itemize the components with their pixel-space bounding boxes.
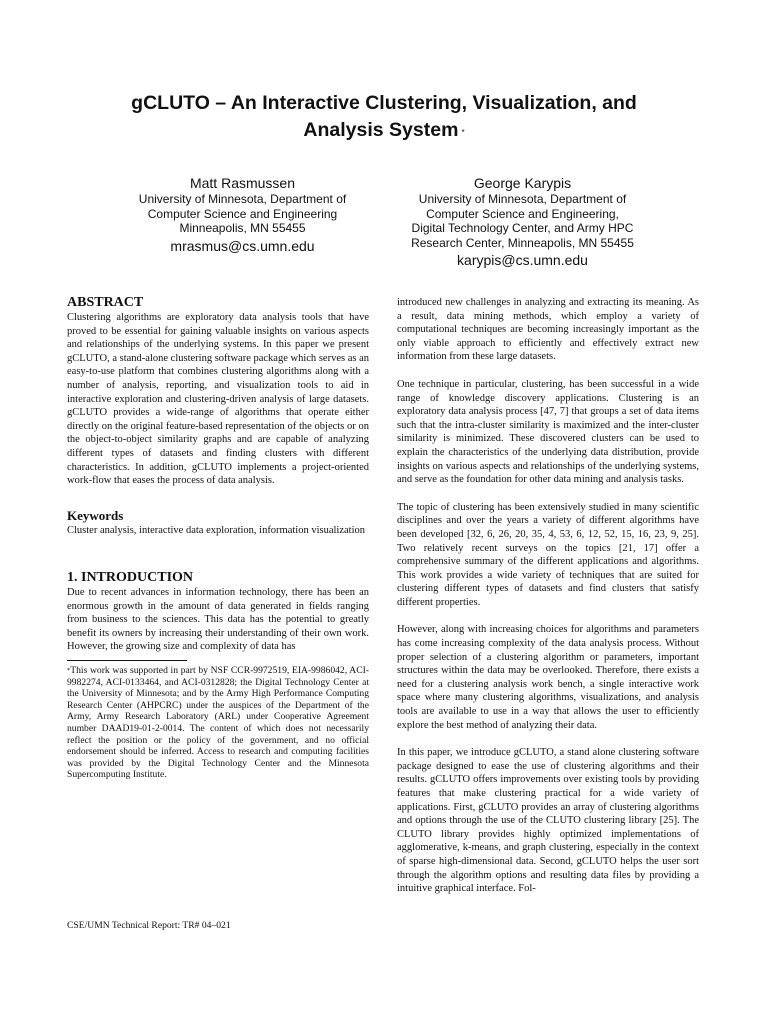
footnote-rule <box>67 660 187 661</box>
body-paragraph: introduced new challenges in analyzing and extracting its meaning. As a result, data mining methods, which employ a variety of computational techniques are becoming increasingly important as the only viable approach to efficiently and effectively extract new information from these large datasets. <box>397 297 699 363</box>
introduction-heading: 1. INTRODUCTION <box>67 570 194 585</box>
keywords-heading: Keywords <box>67 508 124 523</box>
author-affiliation-line: Minneapolis, MN 55455 <box>179 221 306 235</box>
footnote <box>67 660 369 781</box>
title-line-2 <box>60 117 708 144</box>
author-email: karypis@cs.umn.edu <box>457 252 588 268</box>
body-paragraph: The topic of clustering has been extensively studied in many scientific disciplines and over the years a variety of different algorithms have been developed [32, 6, 26, 20, 35, 4, 53, 6, 12, 52, 15, 16, 23, 9, 25]. Two relatively recent surveys on the topics [21, 17] offer a comprehensive summary of the different applications and algorithms. This work provides a wide variety of techniques that are suited for clustering different types of datasets and find clusters that satisfy different properties. <box>397 501 699 608</box>
author-block-1 <box>105 174 380 256</box>
title-line-2-text: Analysis System <box>303 119 459 141</box>
keywords-section <box>67 507 369 538</box>
body-paragraph: However, along with increasing choices for algorithms and parameters has come increasing complexity of the data analysis process. Without proper selection of a clustering algorithm or parameters, important structures within the data may be overlooked. Therefore, there exists a need for a clustering analysis work bench, a single interactive work space where many clustering algorithms, visualizations, and analysis tools are available to use in a way that allows the user to efficiently explore the best method of analyzing their data. <box>397 624 699 731</box>
paper-title <box>60 90 708 144</box>
title-line-1: gCLUTO – An Interactive Clustering, Visualization, and <box>131 92 637 114</box>
keywords-text: Cluster analysis, interactive data exploration, information visualization <box>67 525 365 536</box>
author-affiliation-line: Digital Technology Center, and Army HPC <box>411 221 634 235</box>
introduction-section <box>67 569 369 654</box>
author-affiliation-line: University of Minnesota, Department of <box>138 192 347 206</box>
author-affiliation-line: University of Minnesota, Department of <box>418 192 627 206</box>
abstract-text: Clustering algorithms are exploratory data analysis tools that have proved to be essential for gaining valuable insights on various aspects and relationships of the underlying systems. In this paper we present gCLUTO, a stand-alone clustering software package which serves as an easy-to-use platform that combines clustering algorithms along with a number of analysis, reporting, and visualization tools to aid in interactive exploration and clustering-driven analysis of large datasets. gCLUTO provides a wide-range of algorithms that operate either directly on the original feature-based representation of the objects or on the object-to-object similarity graphs and are capable of analyzing different types of datasets and finding clusters with different characteristics. In addition, gCLUTO implements a project-oriented work-flow that eases the process of data analysis. <box>67 312 369 487</box>
author-affiliation-line: Research Center, Minneapolis, MN 55455 <box>411 235 634 250</box>
author-email: mrasmus@cs.umn.edu <box>170 237 315 254</box>
right-column <box>397 296 699 896</box>
introduction-text: Due to recent advances in information technology, there has been an enormous growth in the amount of data generated in fields ranging from business to the sciences. This data has the potential to greatly benefit its owners by increasing their understanding of their own work. However, the growing size and complexity of data has <box>67 587 369 653</box>
footnote-marker: * <box>67 667 71 674</box>
abstract-heading: ABSTRACT <box>67 295 144 310</box>
report-id: CSE/UMN Technical Report: TR# 04–021 <box>67 920 231 931</box>
author-block-2 <box>385 174 660 270</box>
footnote-text: This work was supported in part by NSF CCR-9972519, EIA-9986042, ACI-9982274, ACI-0133464, and ACI-0312828; the Digital Technology Center at the University of Minnesota; and by the Army High Performance Computing Research Center (AHPCRC) under the auspices of the Department of the Army, Army Research Laboratory (ARL) under Cooperative Agreement number DAAD19-01-2-0014. The content of which does not necessarily reflect the position or the policy of the government, and no official endorsement should be inferred. Access to research and computing facilities was provided by the Digital Technology Center and the Minnesota Supercomputing Institute. <box>67 665 369 781</box>
author-affiliation-line: Computer Science and Engineering <box>147 206 338 221</box>
author-name: Matt Rasmussen <box>189 175 296 191</box>
author-name: George Karypis <box>473 175 572 191</box>
body-paragraph: One technique in particular, clustering, has been successful in a wide range of knowledge discovery applications. Clustering is an exploratory data analysis process [47, 7] that groups a set of data items such that the intra-cluster similarity is maximized and the inter-cluster similarity is minimized. These discovered clusters can be used to explain the characteristics of the underlying data distribution, provide insights on various aspects and relationships of the underlying systems, and serve as the foundation for other data mining and analysis tasks. <box>397 378 699 486</box>
author-affiliation-line: Computer Science and Engineering, <box>426 206 619 221</box>
footnote-paragraph <box>67 665 369 781</box>
body-paragraph: In this paper, we introduce gCLUTO, a stand alone clustering software package designed to ease the use of clustering algorithms and their results. gCLUTO offers improvements over existing tools by providing features that make clustering practical for a wide variety of applications. First, gCLUTO provides an array of clustering algorithms and options through the use of the CLUTO clustering library [25]. The CLUTO library provides highly optimized implementations of agglomerative, k-means, and graph clustering, especially in the context of sparse high-dimensional data. Second, gCLUTO helps the user sort through the algorithm options and resulting data files by providing a intuitive graphical interface. Fol- <box>397 747 699 895</box>
abstract-section <box>67 294 369 488</box>
title-footnote-marker: * <box>461 128 465 137</box>
